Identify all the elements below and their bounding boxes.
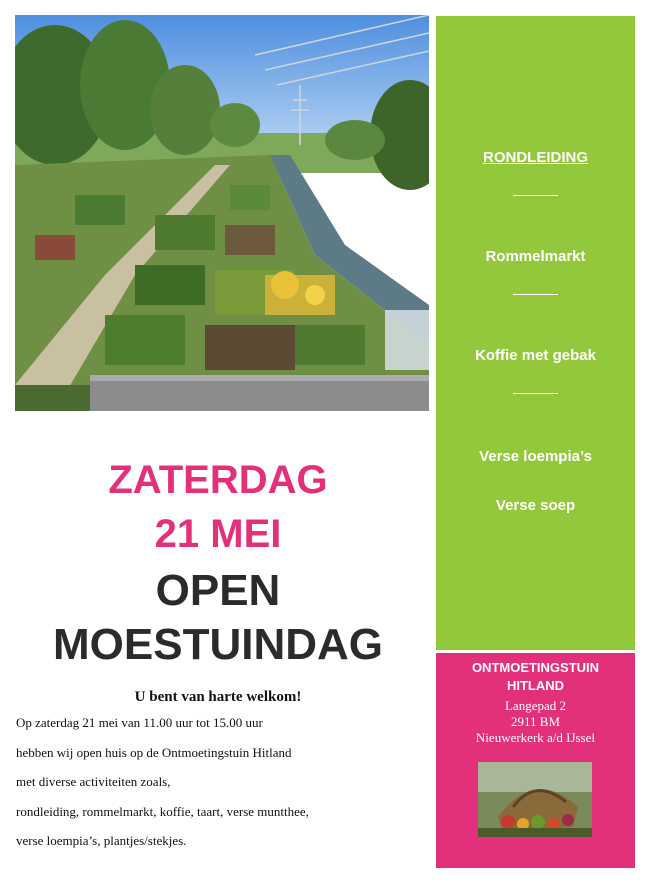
event-title-line1: OPEN [155, 566, 281, 615]
divider [513, 393, 558, 394]
activity-soup: Verse soep [495, 497, 576, 514]
address-postcode: 2911 BM [511, 714, 560, 729]
organizer-name-line2: HITLAND [506, 678, 565, 693]
description-line: rondleiding, rommelmarkt, koffie, taart, verse muntthee, [16, 803, 309, 819]
description-line: met diverse activiteiten zoals, [16, 774, 171, 789]
activity-tour: RONDLEIDING [483, 149, 588, 166]
garden-photo [15, 15, 429, 411]
organizer-panel [436, 653, 635, 868]
event-day: ZATERDAG [108, 458, 328, 502]
address-city: Nieuwerkerk a/d IJssel [475, 730, 596, 745]
vegetable-basket-image [478, 762, 592, 837]
description-line: verse loempia’s, plantjes/stekjes. [16, 833, 187, 848]
activity-springrolls: Verse loempia’s [479, 448, 592, 465]
activities-panel [436, 16, 635, 650]
description-line: Op zaterdag 21 mei van 11.00 uur tot 15.00 uur [16, 715, 263, 730]
event-description [16, 713, 426, 861]
activity-coffee: Koffie met gebak [475, 347, 596, 364]
organizer-name [436, 659, 635, 695]
organizer-name-line1: ONTMOETINGSTUIN [471, 660, 600, 675]
event-title-line2: MOESTUINDAG [53, 620, 383, 669]
activity-fleamarket: Rommelmarkt [485, 248, 586, 265]
description-line: hebben wij open huis op de Ontmoetingstuin Hitland [16, 744, 292, 760]
welcome-text: U bent van harte welkom! [134, 689, 302, 705]
divider [513, 195, 558, 196]
divider [513, 294, 558, 295]
address [436, 698, 635, 746]
address-street: Langepad 2 [504, 698, 566, 713]
event-date: 21 MEI [154, 512, 282, 556]
